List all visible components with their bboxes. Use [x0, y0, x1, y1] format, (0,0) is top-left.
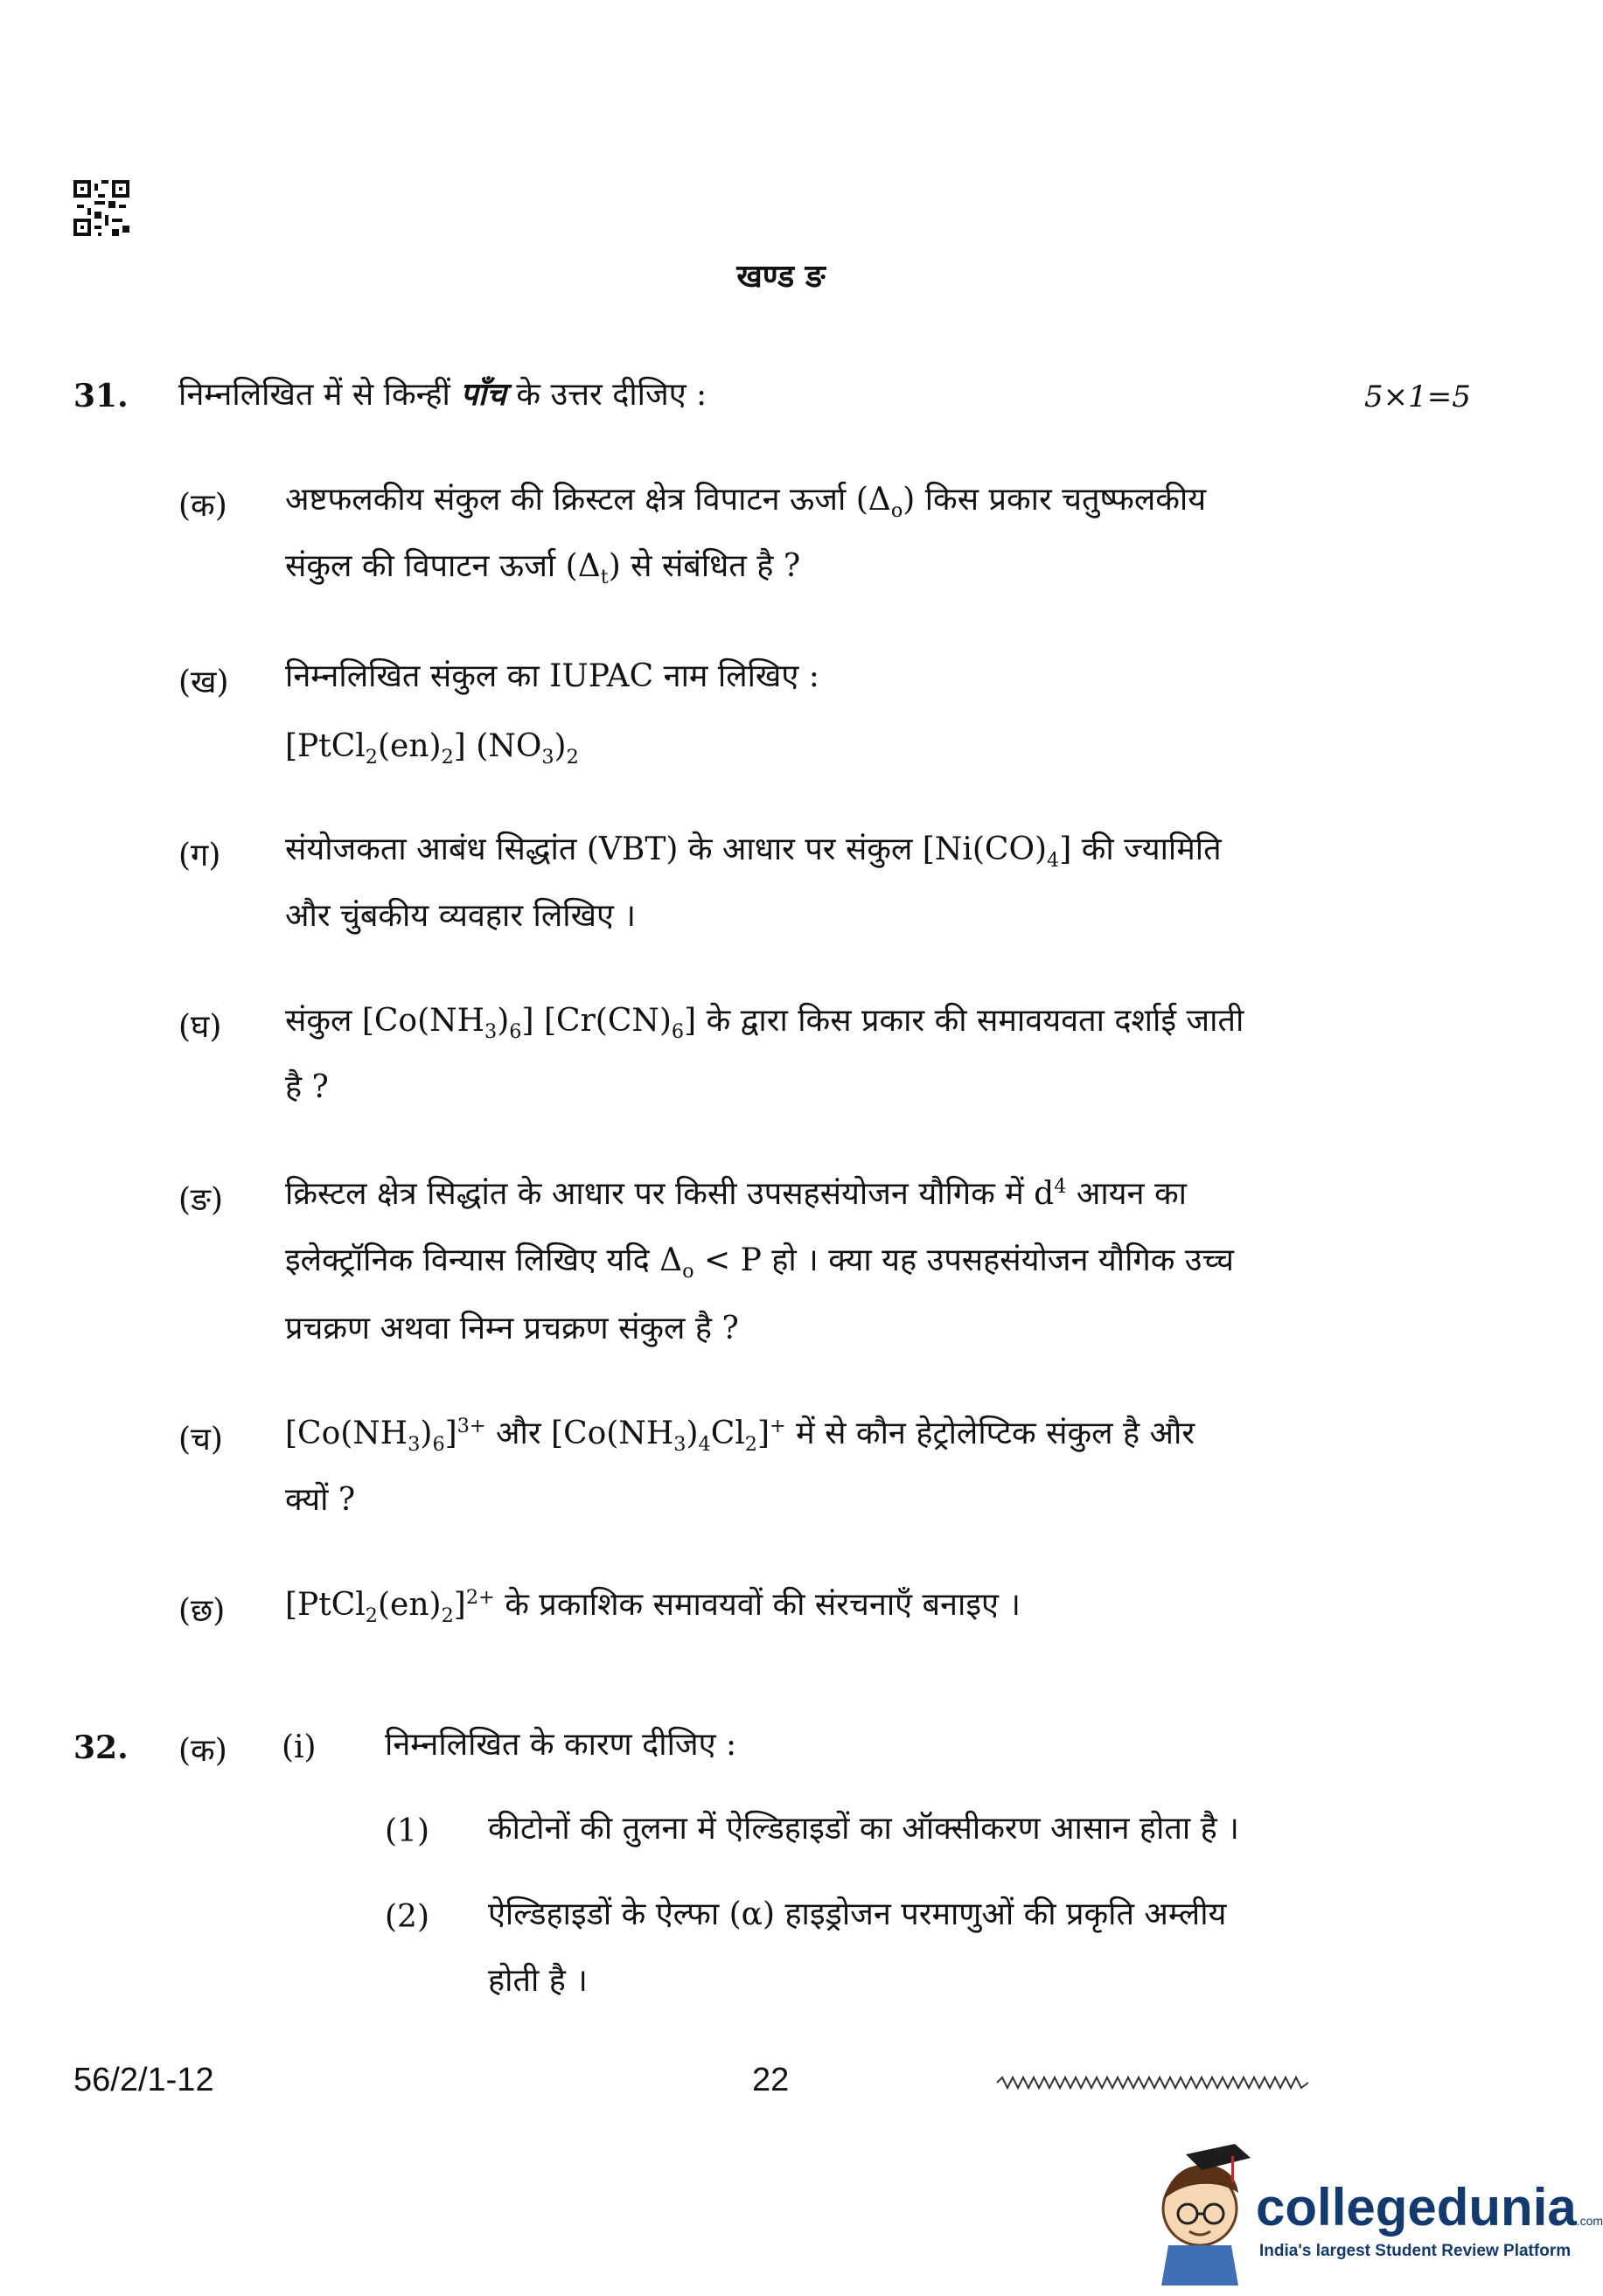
item-label: (घ)	[178, 1009, 222, 1045]
item-label: (क)	[178, 1733, 227, 1769]
reason-text: कीटोनों की तुलना में ऐल्डिहाइडों का ऑक्सीकरण आसान होता है ।	[488, 1811, 1239, 1847]
reason-number: (1)	[385, 1813, 429, 1849]
item-text-line: क्यों ?	[285, 1482, 356, 1518]
item-label: (ग)	[178, 838, 221, 873]
item-label: (ङ)	[178, 1182, 224, 1218]
item-text-line: और चुंबकीय व्यवहार लिखिए ।	[285, 898, 637, 934]
item-label: (क)	[178, 488, 227, 524]
item-text-line: अष्टफलकीय संकुल की क्रिस्टल क्षेत्र विपाटन ऊर्जा $(\Delta_o)$ किस प्रकार चतुष्फलकीय	[285, 482, 1207, 523]
section-title: खण्ड ङ	[736, 259, 826, 295]
item-text-line: इलेक्ट्रॉनिक विन्यास लिखिए यदि $\Delta_o < P$ हो । क्या यह उपसहसंयोजन यौगिक उच्च	[285, 1242, 1234, 1284]
question-number: 32.	[73, 1729, 129, 1766]
logo-wordmark: collegedunia	[1256, 2178, 1577, 2237]
logo-tagline: India's largest Student Review Platform	[1259, 2242, 1572, 2260]
marks-label: 5×1=5	[1364, 379, 1471, 414]
item-text-line: संकुल $[Co(NH_3)_6]$ $[Cr(CN)_6]$ के द्वारा किस प्रकार की समावयवता दर्शाई जाती	[285, 1003, 1244, 1044]
item-label: (छ)	[178, 1593, 226, 1629]
item-text-line: संकुल की विपाटन ऊर्जा $(\Delta_t)$ से संबंधित है ?	[285, 548, 801, 589]
sub-item-label: (i)	[282, 1729, 317, 1765]
reason-text: ऐल्डिहाइडों के ऐल्फा (α) हाइड्रोजन परमाणुओं की प्रकृति अम्लीय	[488, 1896, 1227, 1932]
paper-code: 56/2/1-12	[73, 2062, 214, 2098]
collegedunia-logo	[1147, 2139, 1603, 2287]
item-text-line: प्रचक्रण अथवा निम्न प्रचक्रण संकुल है ?	[285, 1311, 739, 1346]
question-prompt: निम्नलिखित के कारण दीजिए :	[385, 1727, 737, 1763]
logo-suffix: .com	[1576, 2214, 1603, 2228]
chemical-formula: $[PtCl_2(en)_2]$ $(NO_3)_2$	[285, 728, 579, 769]
page-number: 22	[752, 2062, 790, 2098]
item-text-line: निम्नलिखित संकुल का IUPAC नाम लिखिए :	[285, 658, 819, 694]
item-label: (ख)	[178, 664, 229, 700]
item-text-line: $[PtCl_2(en)_2]^{2+}$ के प्रकाशिक समावयवों की संरचनाएँ बनाइए ।	[285, 1586, 1021, 1628]
question-number: 31.	[73, 378, 129, 414]
reason-text: होती है ।	[488, 1963, 588, 1999]
student-mascot-icon	[1147, 2139, 1252, 2287]
qr-code-icon	[73, 180, 129, 236]
item-text-line: क्रिस्टल क्षेत्र सिद्धांत के आधार पर किसी उपसहसंयोजन यौगिक में $d^4$ आयन का	[285, 1175, 1187, 1212]
item-text-line: संयोजकता आबंध सिद्धांत (VBT) के आधार पर संकुल $[Ni(CO)_4]$ की ज्यामिति	[285, 831, 1222, 873]
item-text-line: है ?	[285, 1069, 329, 1105]
item-label: (च)	[178, 1422, 223, 1458]
question-prompt: निम्नलिखित में से किन्हीं पाँच के उत्तर दीजिए :	[178, 376, 707, 413]
item-text-line: $[Co(NH_3)_6]^{3+}$ और $[Co(NH_3)_4Cl_2]^+$ में से कौन हेट्रोलेप्टिक संकुल है और	[285, 1415, 1195, 1457]
reason-number: (2)	[385, 1899, 429, 1935]
wavy-line-divider	[997, 2072, 1308, 2093]
